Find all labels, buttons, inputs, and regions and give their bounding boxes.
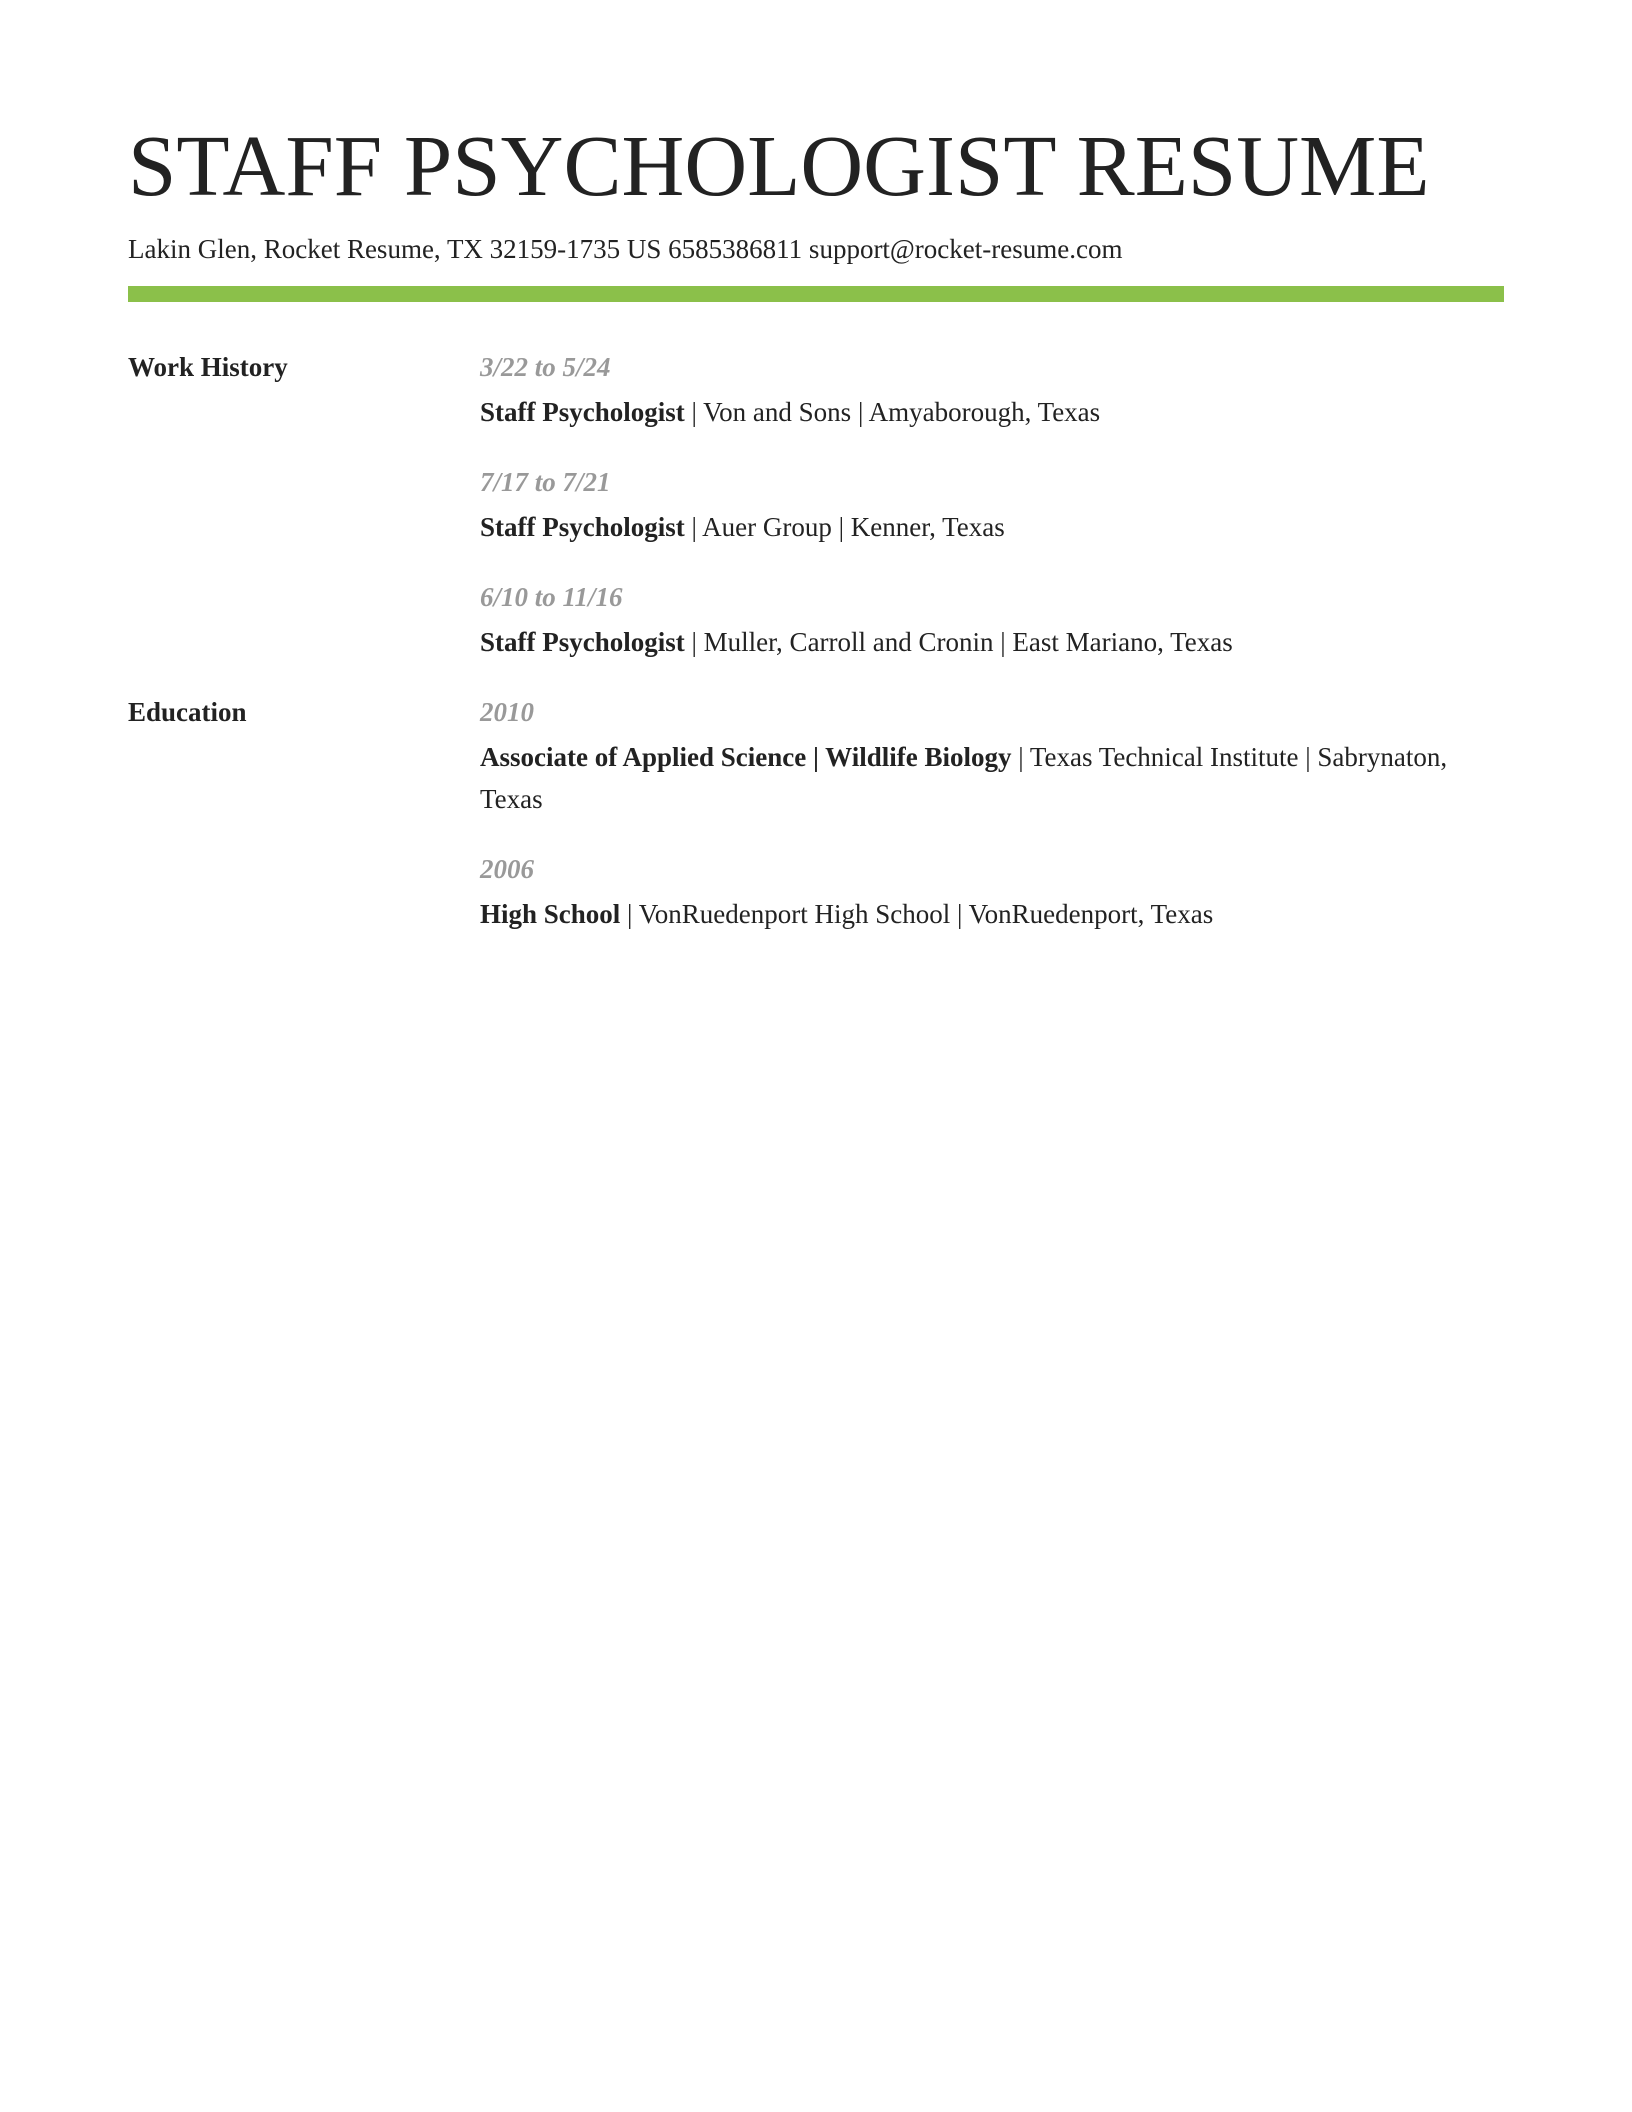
work-entry-line bbox=[480, 391, 1504, 433]
education-entry-details: | Texas Technical Institute | Sabrynaton, Texas bbox=[480, 742, 1448, 814]
education-entry-line bbox=[480, 893, 1504, 935]
contact-line: Lakin Glen, Rocket Resume, TX 32159-1735 US 6585386811 support@rocket-resume.com bbox=[128, 234, 1123, 264]
work-entry-dates: 6/10 to 11/16 bbox=[480, 582, 623, 612]
work-entry-details: | Auer Group | Kenner, Texas bbox=[684, 512, 1005, 542]
work-entry bbox=[480, 579, 1504, 663]
work-entry bbox=[480, 349, 1504, 433]
education-entry-details: | VonRuedenport High School | VonRuedenport, Texas bbox=[620, 899, 1214, 929]
work-entry-dates: 3/22 to 5/24 bbox=[480, 352, 611, 382]
resume-title: STAFF PSYCHOLOGIST RESUME bbox=[128, 117, 1430, 214]
work-entry-title: Staff Psychologist bbox=[480, 627, 685, 657]
education-heading: Education bbox=[128, 697, 247, 727]
work-entry-details: | Von and Sons | Amyaborough, Texas bbox=[684, 397, 1101, 427]
education-entry bbox=[480, 851, 1504, 935]
education-entry-title: High School bbox=[480, 899, 621, 929]
work-entry-line bbox=[480, 621, 1504, 663]
education-entry-title: Associate of Applied Science | Wildlife Biology bbox=[480, 742, 1012, 772]
work-entry-title: Staff Psychologist bbox=[480, 397, 685, 427]
work-history-heading: Work History bbox=[128, 352, 288, 382]
accent-divider bbox=[128, 286, 1504, 302]
education-entry-dates: 2010 bbox=[480, 697, 534, 727]
work-entry-title: Staff Psychologist bbox=[480, 512, 685, 542]
work-entry-details: | Muller, Carroll and Cronin | East Mariano, Texas bbox=[684, 627, 1233, 657]
education-entry-dates: 2006 bbox=[480, 854, 534, 884]
education-entry bbox=[480, 694, 1504, 820]
education-entry-line bbox=[480, 736, 1504, 820]
work-entry-line bbox=[480, 506, 1504, 548]
work-entry bbox=[480, 464, 1504, 548]
work-entry-dates: 7/17 to 7/21 bbox=[480, 467, 611, 497]
